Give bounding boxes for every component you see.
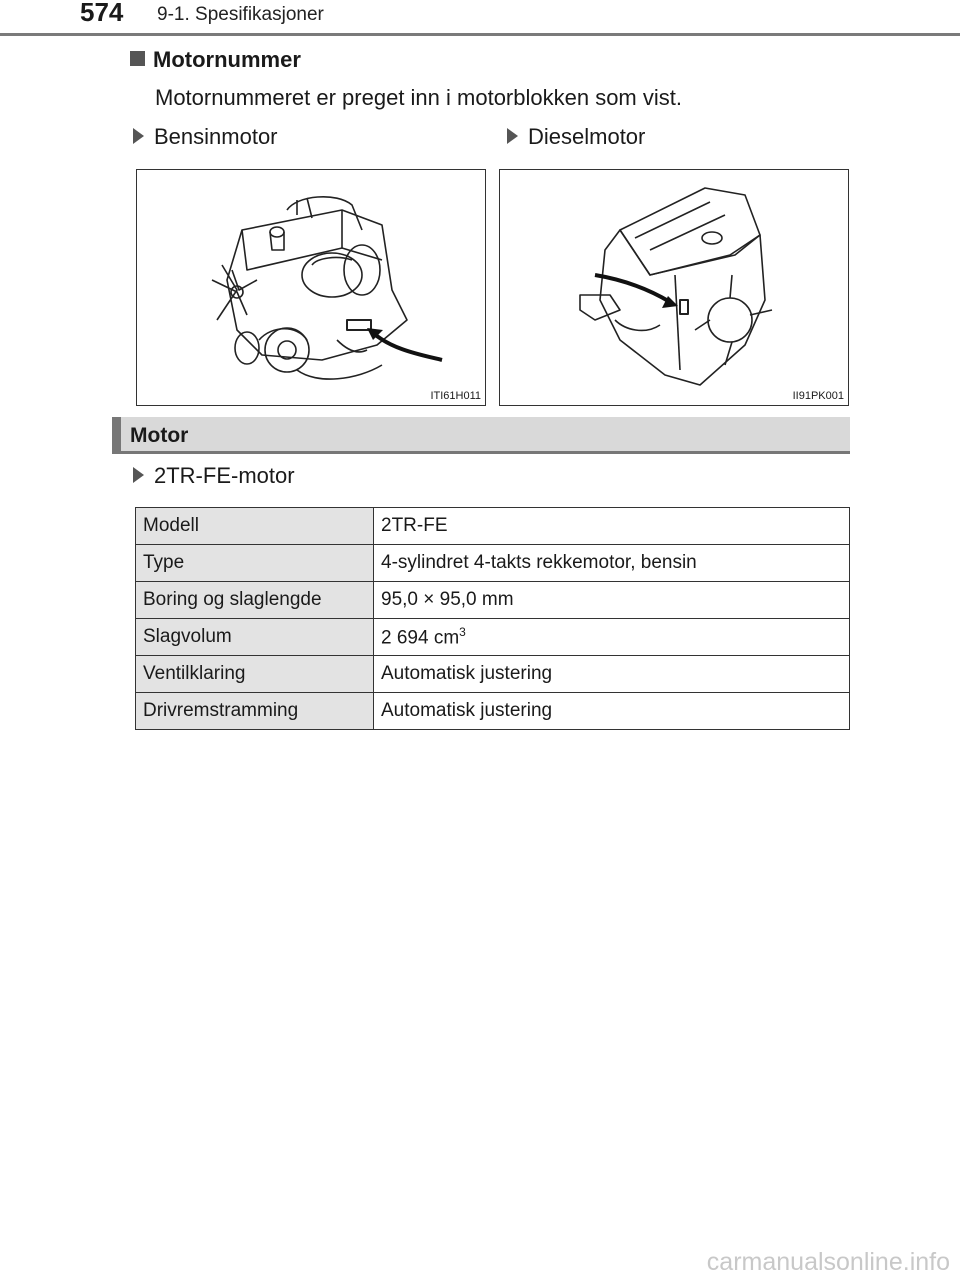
table-row bbox=[136, 582, 850, 619]
spec-key: Boring og slaglengde bbox=[136, 582, 374, 619]
figure-code: II91PK001 bbox=[792, 390, 844, 402]
table-row bbox=[136, 619, 850, 656]
spec-value: 2TR-FE bbox=[374, 508, 850, 545]
table-row bbox=[136, 693, 850, 730]
table-row bbox=[136, 508, 850, 545]
watermark-link[interactable]: carmanualsonline.info bbox=[706, 1248, 950, 1276]
spec-key: Drivremstramming bbox=[136, 693, 374, 730]
figure-label-diesel bbox=[507, 124, 645, 150]
figure-label-petrol bbox=[133, 124, 278, 150]
spec-key: Slagvolum bbox=[136, 619, 374, 656]
spec-value: Automatisk justering bbox=[374, 656, 850, 693]
triangle-bullet-icon bbox=[507, 128, 518, 144]
figure-code: ITI61H011 bbox=[430, 390, 481, 402]
band-title: Motor bbox=[130, 424, 189, 447]
spec-value: Automatisk justering bbox=[374, 693, 850, 730]
figure-label-text: Dieselmotor bbox=[528, 124, 646, 149]
diesel-engine-illustration bbox=[500, 170, 847, 404]
spec-key: Ventilklaring bbox=[136, 656, 374, 693]
spec-value: 2 694 cm bbox=[381, 627, 460, 649]
spec-value: 95,0 × 95,0 mm bbox=[374, 582, 850, 619]
triangle-bullet-icon bbox=[133, 128, 144, 144]
engine-variant-label bbox=[133, 463, 295, 489]
triangle-bullet-icon bbox=[133, 467, 144, 483]
petrol-engine-illustration bbox=[137, 170, 484, 404]
section-title: Motornummer bbox=[153, 47, 301, 72]
spec-value: 4-sylindret 4-takts rekkemotor, bensin bbox=[374, 545, 850, 582]
motor-band bbox=[112, 417, 850, 454]
spec-value-cell bbox=[374, 619, 850, 656]
spec-table bbox=[135, 507, 850, 730]
spec-key: Modell bbox=[136, 508, 374, 545]
square-bullet-icon bbox=[130, 51, 145, 66]
engine-variant-text: 2TR-FE-motor bbox=[154, 463, 295, 488]
page-number: 574 bbox=[80, 0, 124, 27]
spec-key: Type bbox=[136, 545, 374, 582]
section-heading bbox=[130, 47, 301, 73]
figure-label-text: Bensinmotor bbox=[154, 124, 278, 149]
figure-petrol-engine bbox=[136, 169, 486, 406]
section-intro: Motornummeret er preget inn i motorblokken som vist. bbox=[155, 85, 682, 110]
table-row bbox=[136, 545, 850, 582]
table-row bbox=[136, 656, 850, 693]
figure-diesel-engine bbox=[499, 169, 849, 406]
header-rule bbox=[0, 33, 960, 36]
spec-value-superscript: 3 bbox=[459, 624, 466, 639]
chapter-title: 9-1. Spesifikasjoner bbox=[157, 4, 324, 25]
